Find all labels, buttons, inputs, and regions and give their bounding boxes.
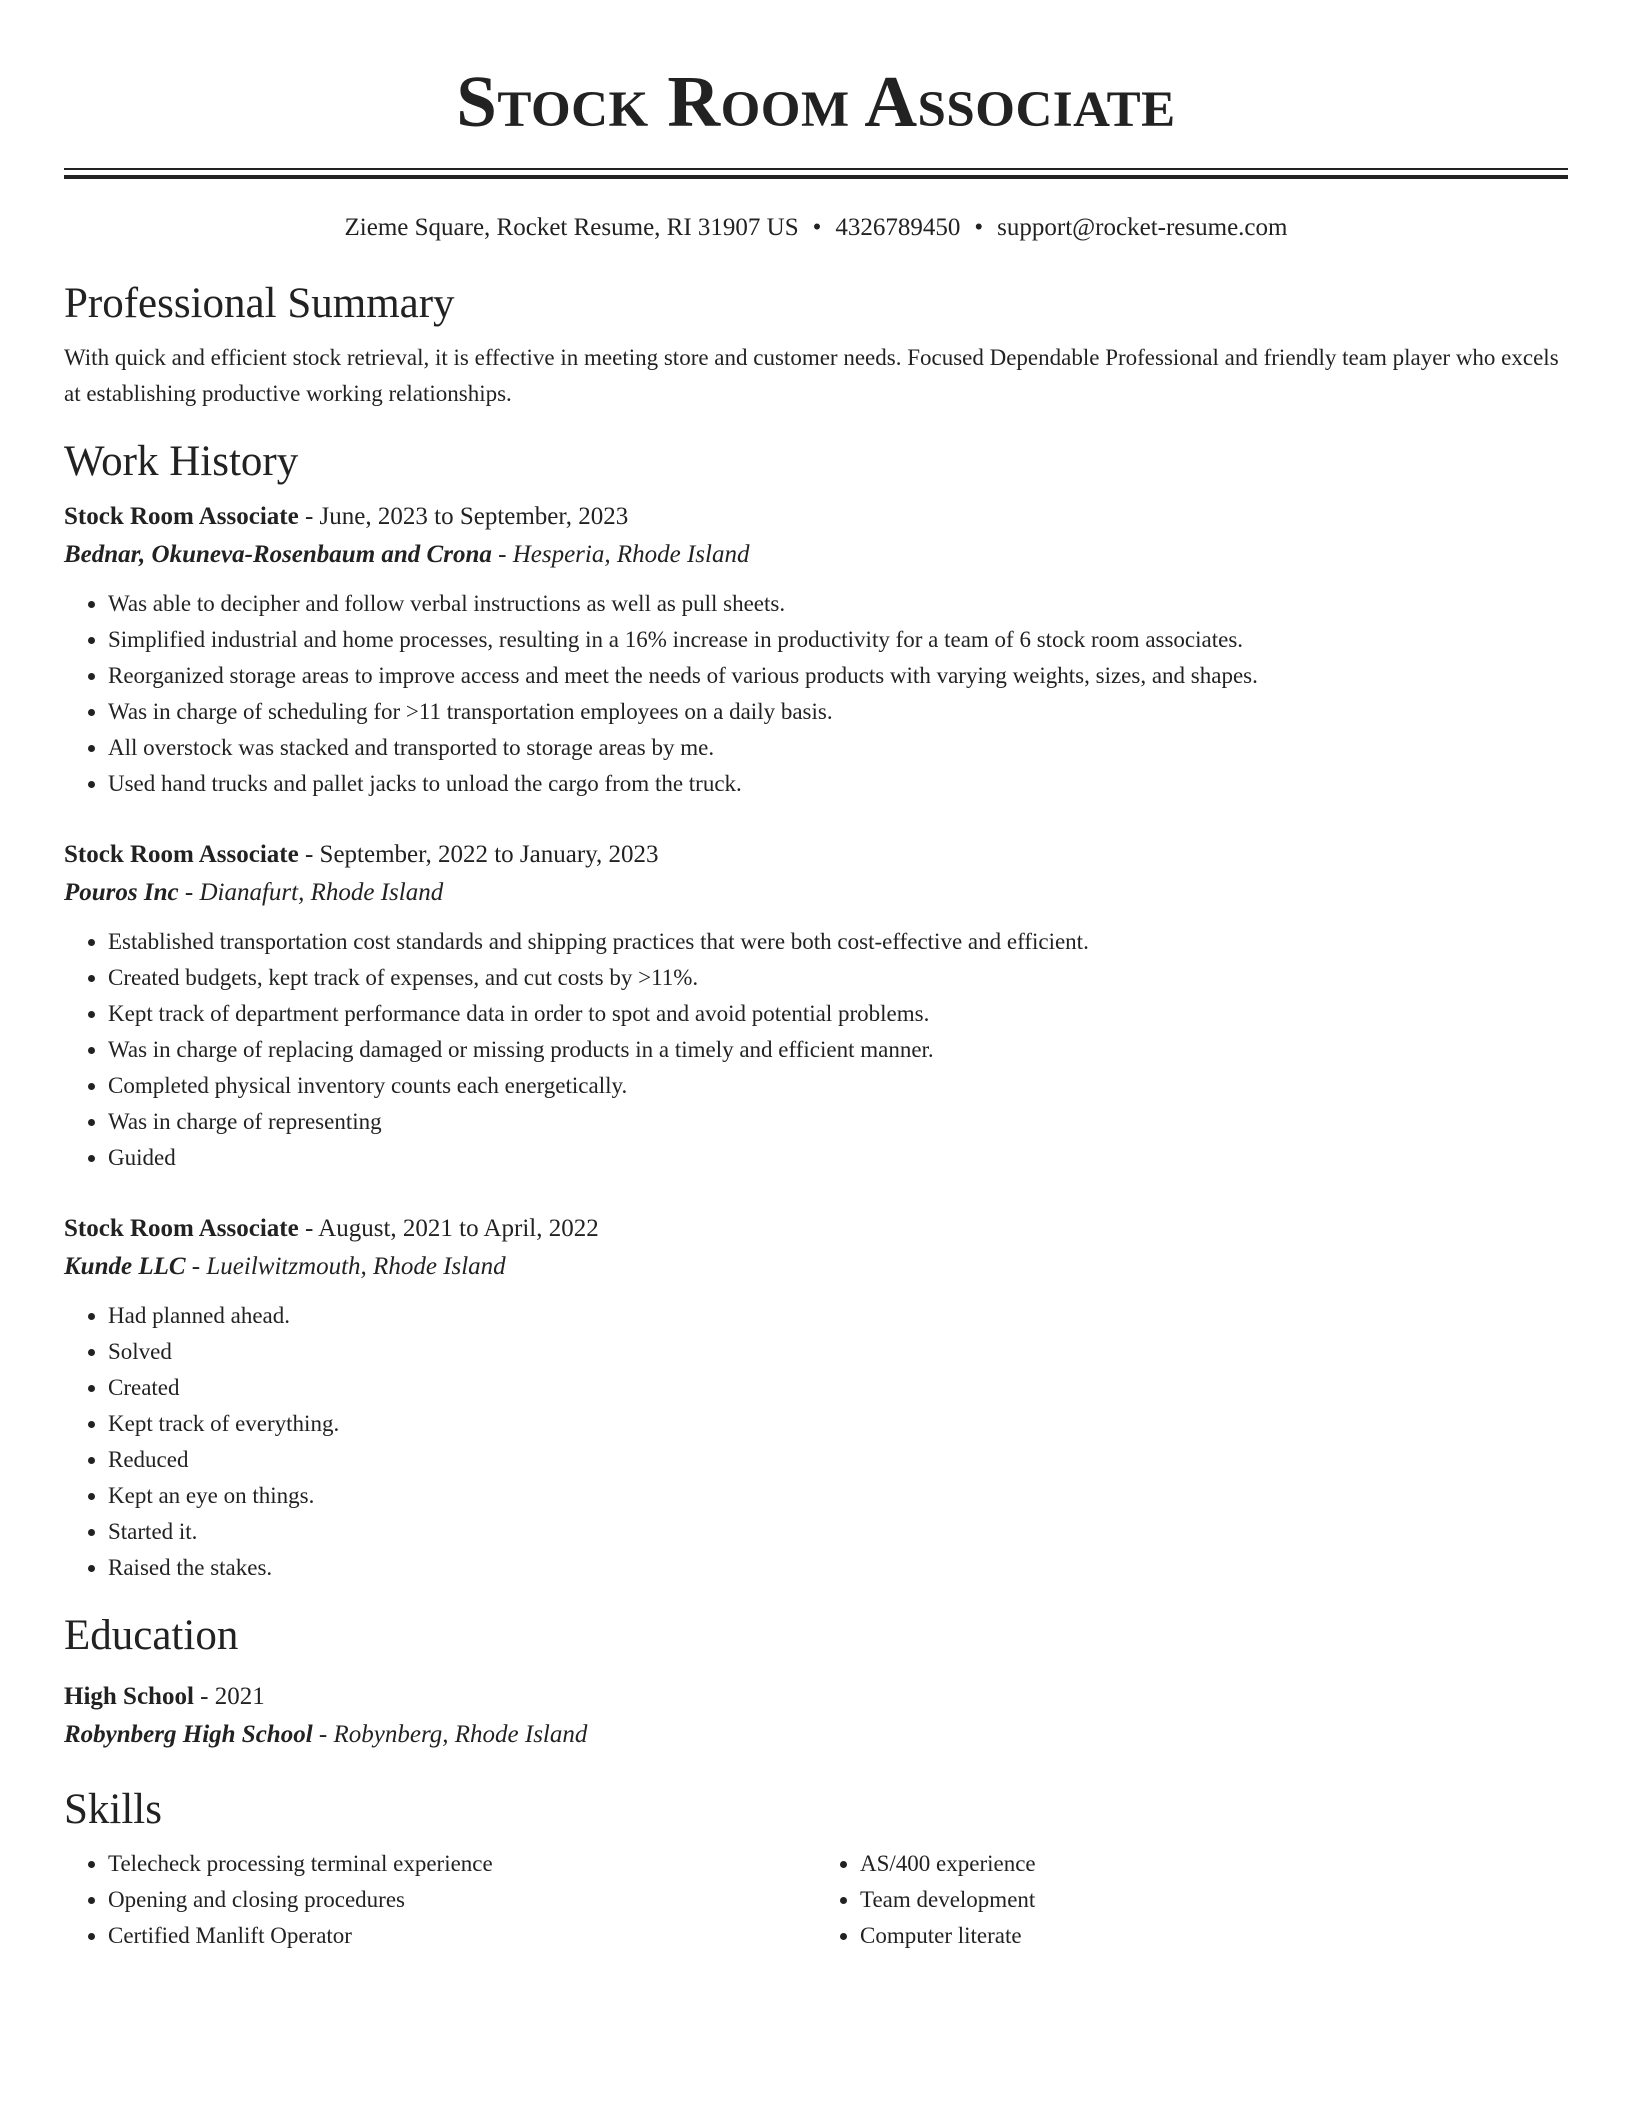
summary-text: With quick and efficient stock retrieval, it is effective in meeting store and customer needs. Focused Dependable Professional and friendly team player who excels at establishing productive working relationships. [64, 345, 1559, 406]
list-item: • Was in charge of scheduling for >11 transportation employees on a daily basis. [108, 694, 1568, 730]
list-item: • Was able to decipher and follow verbal instructions as well as pull sheets. [108, 586, 1568, 622]
list-item: • Completed physical inventory counts each energetically. [108, 1068, 1568, 1104]
contact-line [64, 212, 1568, 244]
list-item: • Simplified industrial and home processes, resulting in a 16% increase in productivity for a team of 6 stock room associates. [108, 622, 1568, 658]
job-location: Lueilwitzmouth, Rhode Island [206, 1253, 506, 1280]
section-title-work-history: Work History [64, 438, 299, 485]
job-entry [64, 1210, 1568, 1586]
list-item: • Started it. [108, 1514, 1568, 1550]
contact-separator: • [812, 214, 822, 241]
list-item: • Team development [860, 1882, 1568, 1918]
list-item: • Established transportation cost standards and shipping practices that were both cost-effective and efficient. [108, 924, 1568, 960]
job-bullets [64, 586, 1568, 802]
education-degree: High School [64, 1683, 194, 1710]
education-location: Robynberg, Rhode Island [333, 1721, 588, 1748]
list-item: • Created [108, 1370, 1568, 1406]
job-dates: August, 2021 to April, 2022 [318, 1215, 599, 1242]
job-location: Hesperia, Rhode Island [512, 541, 750, 568]
list-item: • Reduced [108, 1442, 1568, 1478]
skills-column-right [816, 1846, 1568, 1954]
contact-email: support@rocket-resume.com [997, 214, 1288, 241]
list-item: • Was in charge of representing [108, 1104, 1568, 1140]
job-bullets [64, 1298, 1568, 1586]
job-entry [64, 498, 1568, 802]
job-title-line: Stock Room Associate - August, 2021 to April, 2022 [64, 1215, 599, 1242]
job-dates: June, 2023 to September, 2023 [319, 503, 629, 530]
list-item: • All overstock was stacked and transported to storage areas by me. [108, 730, 1568, 766]
job-bullets [64, 924, 1568, 1176]
job-company-line: Kunde LLC - Lueilwitzmouth, Rhode Island [64, 1253, 506, 1280]
education-entry [64, 1678, 1568, 1754]
job-title-line: Stock Room Associate - September, 2022 to January, 2023 [64, 841, 659, 868]
contact-phone: 4326789450 [835, 214, 961, 241]
resume-name: Stock Room Associate [456, 61, 1176, 142]
job-position: Stock Room Associate [64, 1215, 299, 1242]
job-company-line: Bednar, Okuneva-Rosenbaum and Crona - Hesperia, Rhode Island [64, 541, 750, 568]
education-school-line: Robynberg High School - Robynberg, Rhode Island [64, 1721, 588, 1748]
list-item: • Telecheck processing terminal experience [108, 1846, 816, 1882]
list-item: • Kept track of department performance data in order to spot and avoid potential problems. [108, 996, 1568, 1032]
job-position: Stock Room Associate [64, 841, 299, 868]
list-item: • Created budgets, kept track of expenses, and cut costs by >11%. [108, 960, 1568, 996]
list-item: • Was in charge of replacing damaged or missing products in a timely and efficient manner. [108, 1032, 1568, 1068]
section-title-skills: Skills [64, 1786, 162, 1833]
list-item: • Certified Manlift Operator [108, 1918, 816, 1954]
list-item: • Used hand trucks and pallet jacks to unload the cargo from the truck. [108, 766, 1568, 802]
job-title-line: Stock Room Associate - June, 2023 to September, 2023 [64, 503, 629, 530]
header-divider [64, 168, 1568, 179]
job-entry [64, 836, 1568, 1176]
list-item: • Opening and closing procedures [108, 1882, 816, 1918]
job-company: Kunde LLC [64, 1253, 186, 1280]
skills-list [64, 1846, 1568, 1954]
job-position: Stock Room Associate [64, 503, 299, 530]
job-company: Pouros Inc [64, 879, 179, 906]
list-item: • Had planned ahead. [108, 1298, 1568, 1334]
section-title-education: Education [64, 1612, 239, 1659]
skills-column-left [64, 1846, 816, 1954]
list-item: • AS/400 experience [860, 1846, 1568, 1882]
list-item: • Kept an eye on things. [108, 1478, 1568, 1514]
job-company-line: Pouros Inc - Dianafurt, Rhode Island [64, 879, 444, 906]
list-item: • Guided [108, 1140, 1568, 1176]
list-item: • Solved [108, 1334, 1568, 1370]
education-year: 2021 [214, 1683, 265, 1710]
section-title-summary: Professional Summary [64, 280, 455, 327]
education-school: Robynberg High School [64, 1721, 313, 1748]
list-item: • Kept track of everything. [108, 1406, 1568, 1442]
contact-separator: • [974, 214, 984, 241]
job-location: Dianafurt, Rhode Island [199, 879, 444, 906]
job-dates: September, 2022 to January, 2023 [319, 841, 659, 868]
list-item: • Raised the stakes. [108, 1550, 1568, 1586]
list-item: • Reorganized storage areas to improve access and meet the needs of various products with varying weights, sizes, and shapes. [108, 658, 1568, 694]
contact-address: Zieme Square, Rocket Resume, RI 31907 US [344, 214, 799, 241]
education-degree-line: High School - 2021 [64, 1683, 265, 1710]
job-company: Bednar, Okuneva-Rosenbaum and Crona [64, 541, 492, 568]
list-item: • Computer literate [860, 1918, 1568, 1954]
